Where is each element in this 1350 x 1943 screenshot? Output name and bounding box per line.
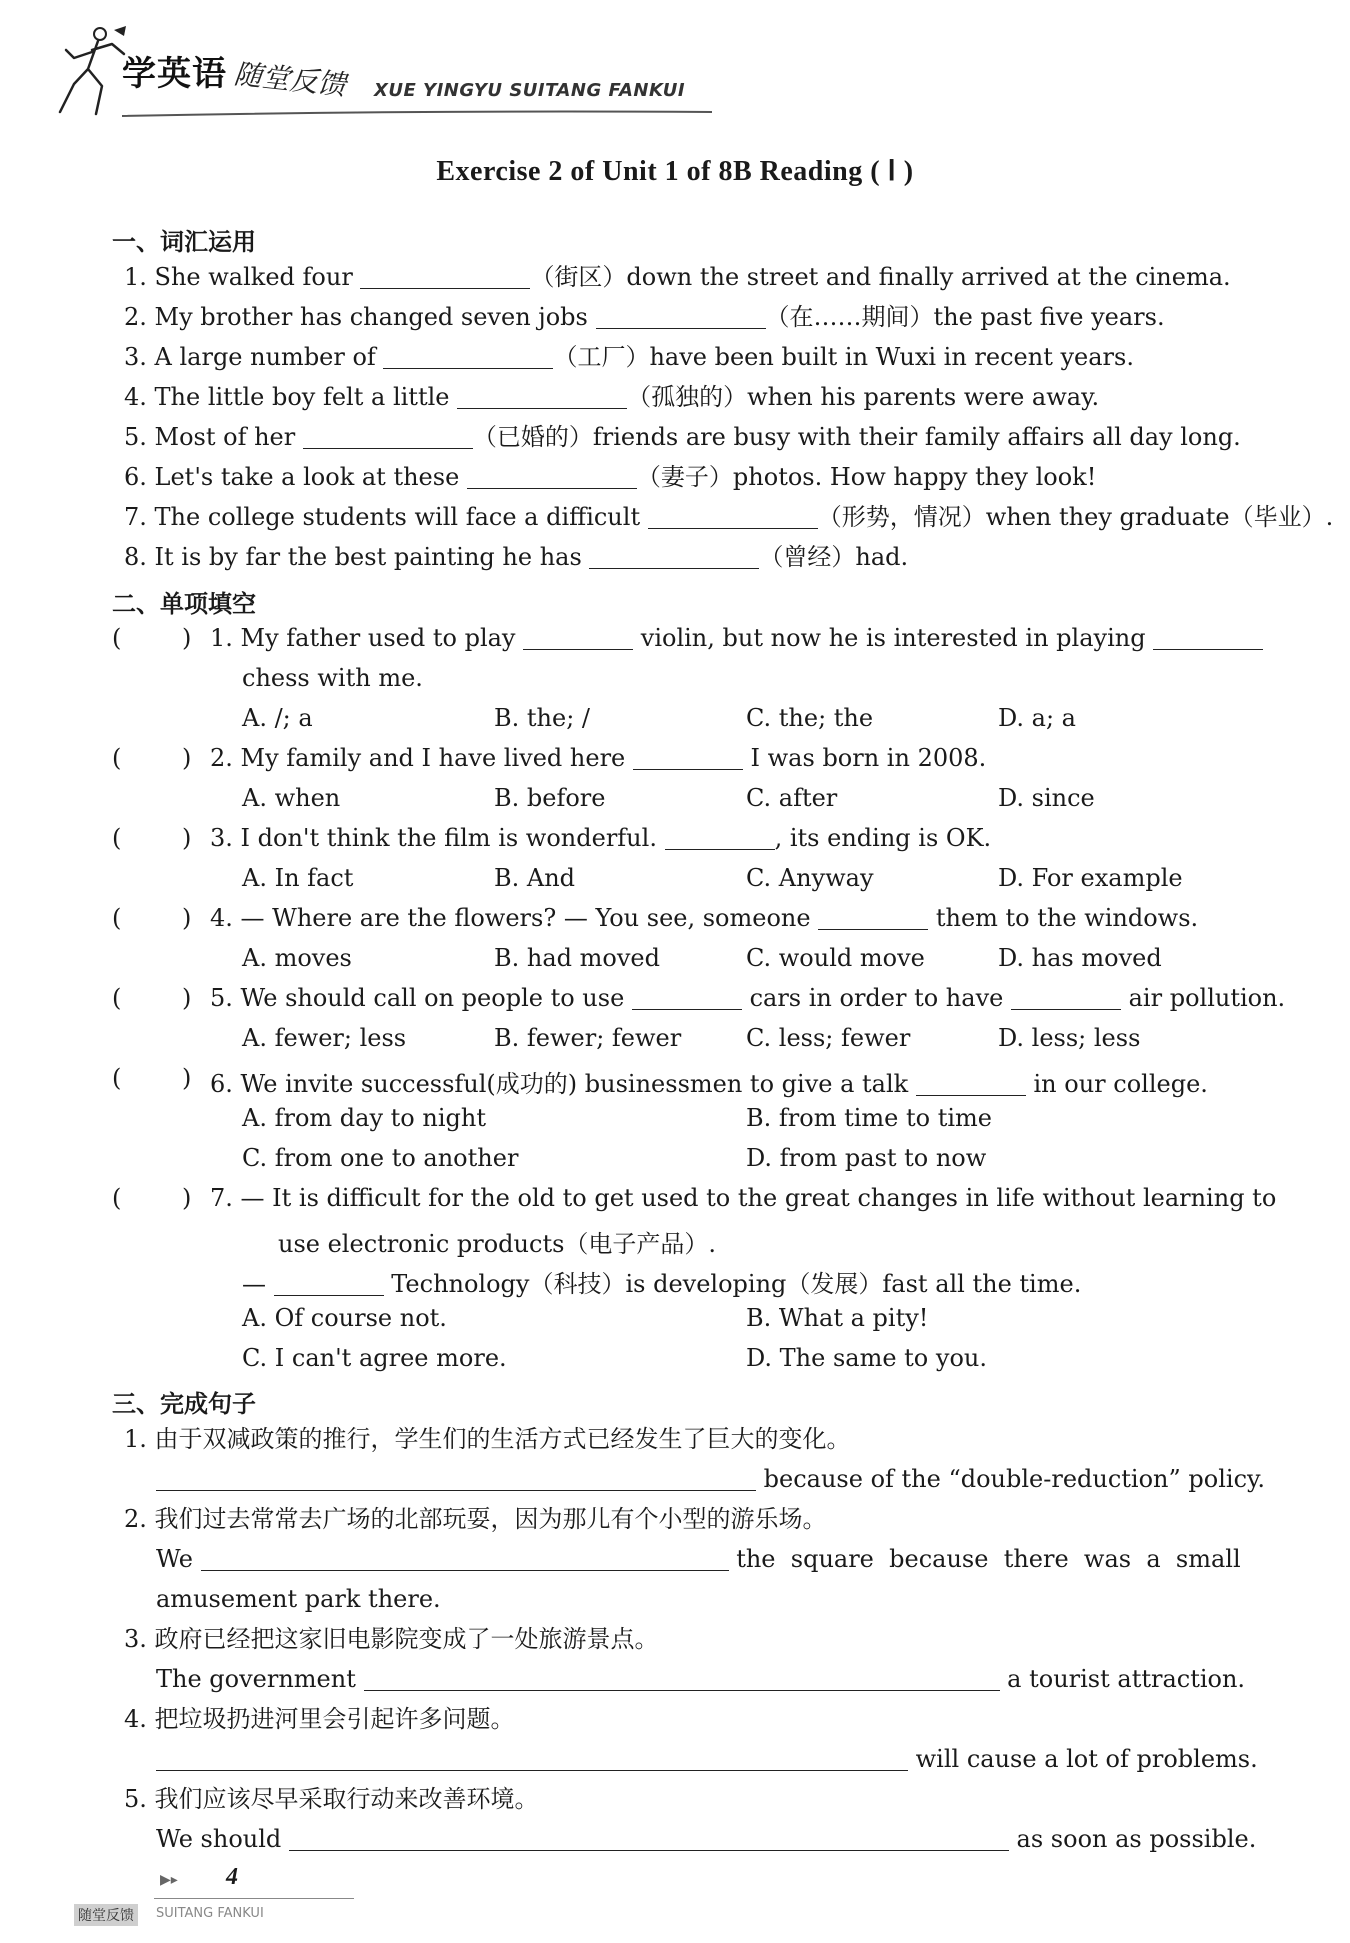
answer-bracket-open[interactable]: ( — [112, 824, 122, 852]
answer-bracket-open[interactable]: ( — [112, 1184, 122, 1212]
vocab-item-6: 6. Let's take a look at these （妻子）photos. How happy they look! — [124, 463, 1097, 491]
answer-blank[interactable] — [632, 984, 742, 1010]
sentence-2-continuation: amusement park there. — [156, 1585, 441, 1613]
mc-question-7-reply: — Technology（科技）is developing（发展）fast all the time. — [242, 1270, 1082, 1298]
option-a[interactable]: A. when — [242, 784, 341, 812]
brand-pinyin: XUE YINGYU SUITANG FANKUI — [374, 80, 686, 101]
brand-title: 学英语 — [122, 54, 227, 94]
option-c[interactable]: C. I can't agree more. — [242, 1344, 507, 1372]
answer-bracket-close: ) — [182, 984, 192, 1012]
option-b[interactable]: B. What a pity! — [746, 1304, 929, 1332]
vocab-item-7: 7. The college students will face a difficult （形势，情况）when they graduate（毕业）. — [124, 503, 1334, 531]
mc-question-6: 6. We invite successful(成功的) businessmen to give a talk in our college. — [210, 1070, 1208, 1098]
exercise-title: Exercise 2 of Unit 1 of 8B Reading ( Ⅰ ) — [436, 156, 914, 187]
option-a[interactable]: A. from day to night — [242, 1104, 486, 1132]
page-arrow-icon: ▶▸ — [160, 1872, 178, 1888]
mc-question-1-cont: chess with me. — [242, 664, 423, 692]
option-b[interactable]: B. before — [494, 784, 606, 812]
page-header — [52, 20, 692, 120]
option-d[interactable]: D. The same to you. — [746, 1344, 987, 1372]
option-b[interactable]: B. the; / — [494, 704, 590, 732]
answer-bracket-open[interactable]: ( — [112, 1064, 122, 1092]
answer-bracket-close: ) — [182, 744, 192, 772]
option-c[interactable]: C. the; the — [746, 704, 874, 732]
sentence-3-answer: The government a tourist attraction. — [156, 1665, 1246, 1693]
answer-blank[interactable] — [818, 904, 928, 930]
section-vocabulary-heading: 一、词汇运用 — [112, 228, 256, 256]
option-b[interactable]: B. And — [494, 864, 576, 892]
answer-blank[interactable] — [648, 503, 818, 529]
option-d[interactable]: D. a; a — [998, 704, 1076, 732]
sentence-3-chinese: 3. 政府已经把这家旧电影院变成了一处旅游景点。 — [124, 1625, 659, 1653]
page-number: 4 — [226, 1864, 238, 1890]
vocab-item-2: 2. My brother has changed seven jobs （在……期间）the past five years. — [124, 303, 1165, 331]
answer-blank[interactable] — [457, 383, 627, 409]
option-c[interactable]: C. after — [746, 784, 838, 812]
footer-divider — [154, 1898, 354, 1899]
answer-blank[interactable] — [156, 1745, 908, 1771]
option-a[interactable]: A. /; a — [242, 704, 313, 732]
answer-blank[interactable] — [589, 543, 759, 569]
page-footer — [74, 1864, 334, 1932]
sentence-4-answer: will cause a lot of problems. — [156, 1744, 1258, 1774]
answer-blank[interactable] — [303, 423, 473, 449]
answer-bracket-open[interactable]: ( — [112, 904, 122, 932]
sentence-2-answer: We the square because there was a small — [156, 1545, 1241, 1573]
option-b[interactable]: B. had moved — [494, 944, 660, 972]
answer-blank[interactable] — [1153, 624, 1263, 650]
sentence-1-chinese: 1. 由于双减政策的推行，学生们的生活方式已经发生了巨大的变化。 — [124, 1425, 851, 1453]
mc-question-4: 4. — Where are the flowers? — You see, someone them to the windows. — [210, 904, 1199, 932]
vocab-item-4: 4. The little boy felt a little （孤独的）when his parents were away. — [124, 383, 1100, 411]
answer-bracket-close: ) — [182, 1064, 192, 1092]
sentence-1-answer: because of the “double-reduction” policy. — [156, 1464, 1265, 1494]
sentence-2-chinese: 2. 我们过去常常去广场的北部玩耍，因为那儿有个小型的游乐场。 — [124, 1505, 827, 1533]
option-d[interactable]: D. has moved — [998, 944, 1162, 972]
sentence-4-chinese: 4. 把垃圾扔进河里会引起许多问题。 — [124, 1705, 515, 1733]
vocab-item-5: 5. Most of her （已婚的）friends are busy with their family affairs all day long. — [124, 423, 1241, 451]
answer-blank[interactable] — [665, 824, 775, 850]
option-b[interactable]: B. fewer; fewer — [494, 1024, 682, 1052]
answer-blank[interactable] — [467, 463, 637, 489]
sentence-5-chinese: 5. 我们应该尽早采取行动来改善环境。 — [124, 1785, 539, 1813]
mc-question-7-cont: use electronic products（电子产品）. — [278, 1230, 717, 1258]
option-c[interactable]: C. less; fewer — [746, 1024, 911, 1052]
mc-question-3: 3. I don't think the film is wonderful. , its ending is OK. — [210, 824, 992, 852]
option-d[interactable]: D. For example — [998, 864, 1183, 892]
answer-blank[interactable] — [156, 1465, 756, 1491]
answer-blank[interactable] — [1011, 984, 1121, 1010]
answer-blank[interactable] — [383, 343, 553, 369]
answer-bracket-close: ) — [182, 624, 192, 652]
answer-blank[interactable] — [289, 1825, 1009, 1851]
mc-question-2: 2. My family and I have lived here I was born in 2008. — [210, 744, 987, 772]
option-a[interactable]: A. moves — [242, 944, 352, 972]
brand-subtitle: 随堂反馈 — [232, 57, 348, 102]
answer-blank[interactable] — [360, 263, 530, 289]
option-c[interactable]: C. would move — [746, 944, 925, 972]
option-c[interactable]: C. from one to another — [242, 1144, 519, 1172]
option-c[interactable]: C. Anyway — [746, 864, 874, 892]
answer-bracket-open[interactable]: ( — [112, 624, 122, 652]
option-d[interactable]: D. from past to now — [746, 1144, 987, 1172]
answer-blank[interactable] — [596, 303, 766, 329]
answer-bracket-open[interactable]: ( — [112, 744, 122, 772]
sentence-5-answer: We should as soon as possible. — [156, 1825, 1257, 1853]
answer-bracket-close: ) — [182, 824, 192, 852]
answer-blank[interactable] — [201, 1545, 729, 1571]
option-d[interactable]: D. since — [998, 784, 1095, 812]
header-swoosh — [122, 110, 712, 118]
mc-question-1: 1. My father used to play violin, but now he is interested in playing — [210, 624, 1263, 652]
answer-bracket-close: ) — [182, 1184, 192, 1212]
answer-blank[interactable] — [274, 1270, 384, 1296]
section-multiple-choice-heading: 二、单项填空 — [112, 590, 256, 618]
answer-blank[interactable] — [523, 624, 633, 650]
answer-bracket-open[interactable]: ( — [112, 984, 122, 1012]
option-a[interactable]: A. In fact — [242, 864, 354, 892]
vocab-item-3: 3. A large number of （工厂）have been built in Wuxi in recent years. — [124, 343, 1134, 371]
answer-bracket-close: ) — [182, 904, 192, 932]
answer-blank[interactable] — [364, 1665, 1000, 1691]
answer-blank[interactable] — [916, 1070, 1026, 1096]
vocab-item-1: 1. She walked four （街区）down the street and finally arrived at the cinema. — [124, 263, 1231, 291]
section-sentence-completion-heading: 三、完成句子 — [112, 1390, 256, 1418]
option-a[interactable]: A. fewer; less — [242, 1024, 407, 1052]
option-d[interactable]: D. less; less — [998, 1024, 1141, 1052]
runner-logo-icon — [52, 24, 130, 116]
answer-blank[interactable] — [633, 744, 743, 770]
footer-brand-cn: 随堂反馈 — [74, 1904, 138, 1926]
option-a[interactable]: A. Of course not. — [242, 1304, 447, 1332]
footer-brand-en: SUITANG FANKUI — [156, 1906, 264, 1921]
vocab-item-8: 8. It is by far the best painting he has （曾经）had. — [124, 543, 909, 571]
option-b[interactable]: B. from time to time — [746, 1104, 992, 1132]
mc-question-5: 5. We should call on people to use cars in order to have air pollution. — [210, 984, 1286, 1012]
mc-question-7: 7. — It is difficult for the old to get used to the great changes in life without learning to — [210, 1184, 1277, 1212]
